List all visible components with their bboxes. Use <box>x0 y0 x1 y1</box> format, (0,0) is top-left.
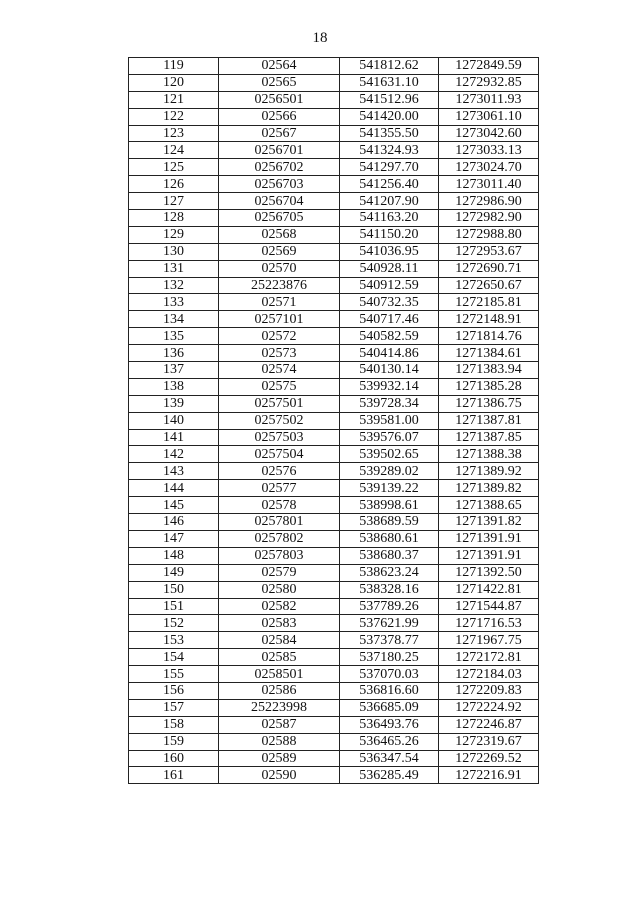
point-number-cell: 140 <box>129 412 219 429</box>
x-coordinate-cell: 539581.00 <box>340 412 439 429</box>
point-number-cell: 130 <box>129 243 219 260</box>
point-number-cell: 141 <box>129 429 219 446</box>
table-row <box>129 514 539 531</box>
table-row <box>129 530 539 547</box>
point-number-cell: 156 <box>129 682 219 699</box>
point-number-cell: 148 <box>129 547 219 564</box>
x-coordinate-cell: 541324.93 <box>340 142 439 159</box>
x-coordinate-cell: 539289.02 <box>340 463 439 480</box>
x-coordinate-cell: 536285.49 <box>340 767 439 784</box>
point-id-cell: 0257502 <box>219 412 340 429</box>
table-row <box>129 564 539 581</box>
table-row <box>129 716 539 733</box>
table-row <box>129 311 539 328</box>
point-id-cell: 0256703 <box>219 176 340 193</box>
point-number-cell: 145 <box>129 497 219 514</box>
point-number-cell: 129 <box>129 226 219 243</box>
point-number-cell: 128 <box>129 210 219 227</box>
point-number-cell: 120 <box>129 74 219 91</box>
point-id-cell: 02573 <box>219 345 340 362</box>
coordinates-table <box>128 57 539 784</box>
x-coordinate-cell: 541512.96 <box>340 91 439 108</box>
point-number-cell: 144 <box>129 480 219 497</box>
point-number-cell: 142 <box>129 446 219 463</box>
point-id-cell: 02571 <box>219 294 340 311</box>
y-coordinate-cell: 1272319.67 <box>439 733 539 750</box>
table-row <box>129 480 539 497</box>
point-id-cell: 0258501 <box>219 666 340 683</box>
x-coordinate-cell: 541207.90 <box>340 193 439 210</box>
x-coordinate-cell: 537180.25 <box>340 649 439 666</box>
y-coordinate-cell: 1271387.81 <box>439 412 539 429</box>
table-row <box>129 226 539 243</box>
point-id-cell: 02570 <box>219 260 340 277</box>
table-row <box>129 362 539 379</box>
point-id-cell: 02590 <box>219 767 340 784</box>
point-number-cell: 155 <box>129 666 219 683</box>
y-coordinate-cell: 1271386.75 <box>439 395 539 412</box>
point-number-cell: 137 <box>129 362 219 379</box>
table-row <box>129 767 539 784</box>
point-id-cell: 02580 <box>219 581 340 598</box>
table-row <box>129 108 539 125</box>
x-coordinate-cell: 541420.00 <box>340 108 439 125</box>
y-coordinate-cell: 1271388.38 <box>439 446 539 463</box>
y-coordinate-cell: 1272932.85 <box>439 74 539 91</box>
x-coordinate-cell: 536465.26 <box>340 733 439 750</box>
y-coordinate-cell: 1272269.52 <box>439 750 539 767</box>
y-coordinate-cell: 1271544.87 <box>439 598 539 615</box>
x-coordinate-cell: 540928.11 <box>340 260 439 277</box>
x-coordinate-cell: 536685.09 <box>340 699 439 716</box>
point-number-cell: 136 <box>129 345 219 362</box>
x-coordinate-cell: 539932.14 <box>340 378 439 395</box>
table-row <box>129 649 539 666</box>
x-coordinate-cell: 538680.37 <box>340 547 439 564</box>
x-coordinate-cell: 536347.54 <box>340 750 439 767</box>
point-id-cell: 02579 <box>219 564 340 581</box>
x-coordinate-cell: 537621.99 <box>340 615 439 632</box>
table-row <box>129 378 539 395</box>
y-coordinate-cell: 1271385.28 <box>439 378 539 395</box>
x-coordinate-cell: 537070.03 <box>340 666 439 683</box>
table-row <box>129 277 539 294</box>
y-coordinate-cell: 1271383.94 <box>439 362 539 379</box>
table-row <box>129 632 539 649</box>
x-coordinate-cell: 540732.35 <box>340 294 439 311</box>
point-number-cell: 122 <box>129 108 219 125</box>
table-row <box>129 615 539 632</box>
table-row <box>129 682 539 699</box>
point-number-cell: 152 <box>129 615 219 632</box>
point-number-cell: 133 <box>129 294 219 311</box>
point-id-cell: 0256701 <box>219 142 340 159</box>
table-row <box>129 58 539 75</box>
x-coordinate-cell: 536816.60 <box>340 682 439 699</box>
point-number-cell: 121 <box>129 91 219 108</box>
point-id-cell: 02585 <box>219 649 340 666</box>
point-id-cell: 0257803 <box>219 547 340 564</box>
x-coordinate-cell: 538689.59 <box>340 514 439 531</box>
y-coordinate-cell: 1271389.92 <box>439 463 539 480</box>
y-coordinate-cell: 1272849.59 <box>439 58 539 75</box>
table-row <box>129 497 539 514</box>
y-coordinate-cell: 1271391.91 <box>439 530 539 547</box>
y-coordinate-cell: 1271716.53 <box>439 615 539 632</box>
y-coordinate-cell: 1272184.03 <box>439 666 539 683</box>
y-coordinate-cell: 1271967.75 <box>439 632 539 649</box>
point-number-cell: 127 <box>129 193 219 210</box>
point-number-cell: 138 <box>129 378 219 395</box>
y-coordinate-cell: 1272216.91 <box>439 767 539 784</box>
point-number-cell: 146 <box>129 514 219 531</box>
y-coordinate-cell: 1271391.82 <box>439 514 539 531</box>
point-id-cell: 02575 <box>219 378 340 395</box>
point-number-cell: 149 <box>129 564 219 581</box>
table-row <box>129 91 539 108</box>
x-coordinate-cell: 537789.26 <box>340 598 439 615</box>
point-id-cell: 0257503 <box>219 429 340 446</box>
y-coordinate-cell: 1271389.82 <box>439 480 539 497</box>
table-row <box>129 210 539 227</box>
table-row <box>129 395 539 412</box>
point-number-cell: 126 <box>129 176 219 193</box>
table-row <box>129 446 539 463</box>
table-row <box>129 260 539 277</box>
point-number-cell: 161 <box>129 767 219 784</box>
point-id-cell: 0257501 <box>219 395 340 412</box>
table-row <box>129 328 539 345</box>
point-id-cell: 02564 <box>219 58 340 75</box>
table-row <box>129 176 539 193</box>
y-coordinate-cell: 1271422.81 <box>439 581 539 598</box>
x-coordinate-cell: 541256.40 <box>340 176 439 193</box>
y-coordinate-cell: 1271387.85 <box>439 429 539 446</box>
point-id-cell: 02577 <box>219 480 340 497</box>
point-id-cell: 02566 <box>219 108 340 125</box>
point-id-cell: 0256501 <box>219 91 340 108</box>
point-number-cell: 158 <box>129 716 219 733</box>
table-row <box>129 243 539 260</box>
y-coordinate-cell: 1272185.81 <box>439 294 539 311</box>
x-coordinate-cell: 539576.07 <box>340 429 439 446</box>
y-coordinate-cell: 1272650.67 <box>439 277 539 294</box>
point-id-cell: 0257802 <box>219 530 340 547</box>
y-coordinate-cell: 1272172.81 <box>439 649 539 666</box>
point-number-cell: 139 <box>129 395 219 412</box>
point-number-cell: 151 <box>129 598 219 615</box>
point-number-cell: 119 <box>129 58 219 75</box>
point-number-cell: 157 <box>129 699 219 716</box>
table-row <box>129 733 539 750</box>
y-coordinate-cell: 1273024.70 <box>439 159 539 176</box>
point-id-cell: 02576 <box>219 463 340 480</box>
point-number-cell: 124 <box>129 142 219 159</box>
x-coordinate-cell: 541297.70 <box>340 159 439 176</box>
table-row <box>129 345 539 362</box>
x-coordinate-cell: 539728.34 <box>340 395 439 412</box>
coordinates-table-body <box>129 58 539 784</box>
point-id-cell: 02569 <box>219 243 340 260</box>
point-id-cell: 0256704 <box>219 193 340 210</box>
point-id-cell: 0256705 <box>219 210 340 227</box>
table-row <box>129 125 539 142</box>
point-id-cell: 02574 <box>219 362 340 379</box>
x-coordinate-cell: 538998.61 <box>340 497 439 514</box>
x-coordinate-cell: 540130.14 <box>340 362 439 379</box>
x-coordinate-cell: 538328.16 <box>340 581 439 598</box>
y-coordinate-cell: 1273042.60 <box>439 125 539 142</box>
point-id-cell: 02582 <box>219 598 340 615</box>
point-id-cell: 02586 <box>219 682 340 699</box>
y-coordinate-cell: 1272224.92 <box>439 699 539 716</box>
y-coordinate-cell: 1271392.50 <box>439 564 539 581</box>
y-coordinate-cell: 1273011.40 <box>439 176 539 193</box>
x-coordinate-cell: 540717.46 <box>340 311 439 328</box>
point-number-cell: 135 <box>129 328 219 345</box>
x-coordinate-cell: 541036.95 <box>340 243 439 260</box>
point-number-cell: 143 <box>129 463 219 480</box>
point-id-cell: 02568 <box>219 226 340 243</box>
point-id-cell: 0257101 <box>219 311 340 328</box>
point-number-cell: 125 <box>129 159 219 176</box>
point-number-cell: 160 <box>129 750 219 767</box>
point-number-cell: 123 <box>129 125 219 142</box>
point-id-cell: 0257801 <box>219 514 340 531</box>
x-coordinate-cell: 538623.24 <box>340 564 439 581</box>
point-id-cell: 25223876 <box>219 277 340 294</box>
y-coordinate-cell: 1272988.80 <box>439 226 539 243</box>
x-coordinate-cell: 540582.59 <box>340 328 439 345</box>
y-coordinate-cell: 1272209.83 <box>439 682 539 699</box>
table-row <box>129 463 539 480</box>
table-row <box>129 159 539 176</box>
y-coordinate-cell: 1272148.91 <box>439 311 539 328</box>
x-coordinate-cell: 541150.20 <box>340 226 439 243</box>
table-row <box>129 547 539 564</box>
table-row <box>129 193 539 210</box>
y-coordinate-cell: 1272982.90 <box>439 210 539 227</box>
point-id-cell: 02583 <box>219 615 340 632</box>
table-row <box>129 429 539 446</box>
y-coordinate-cell: 1271388.65 <box>439 497 539 514</box>
table-row <box>129 699 539 716</box>
table-row <box>129 294 539 311</box>
point-id-cell: 02567 <box>219 125 340 142</box>
point-number-cell: 159 <box>129 733 219 750</box>
point-number-cell: 150 <box>129 581 219 598</box>
point-number-cell: 134 <box>129 311 219 328</box>
x-coordinate-cell: 540912.59 <box>340 277 439 294</box>
page-number: 18 <box>312 30 328 46</box>
point-id-cell: 02565 <box>219 74 340 91</box>
x-coordinate-cell: 540414.86 <box>340 345 439 362</box>
x-coordinate-cell: 541812.62 <box>340 58 439 75</box>
y-coordinate-cell: 1272986.90 <box>439 193 539 210</box>
table-row <box>129 412 539 429</box>
x-coordinate-cell: 539502.65 <box>340 446 439 463</box>
point-id-cell: 02572 <box>219 328 340 345</box>
y-coordinate-cell: 1271814.76 <box>439 328 539 345</box>
x-coordinate-cell: 541631.10 <box>340 74 439 91</box>
y-coordinate-cell: 1272246.87 <box>439 716 539 733</box>
x-coordinate-cell: 541355.50 <box>340 125 439 142</box>
point-id-cell: 02587 <box>219 716 340 733</box>
point-id-cell: 0257504 <box>219 446 340 463</box>
point-id-cell: 02589 <box>219 750 340 767</box>
y-coordinate-cell: 1273033.13 <box>439 142 539 159</box>
table-row <box>129 581 539 598</box>
table-row <box>129 750 539 767</box>
point-number-cell: 131 <box>129 260 219 277</box>
x-coordinate-cell: 539139.22 <box>340 480 439 497</box>
point-id-cell: 02588 <box>219 733 340 750</box>
x-coordinate-cell: 536493.76 <box>340 716 439 733</box>
y-coordinate-cell: 1272953.67 <box>439 243 539 260</box>
point-number-cell: 154 <box>129 649 219 666</box>
point-id-cell: 25223998 <box>219 699 340 716</box>
point-id-cell: 02578 <box>219 497 340 514</box>
table-row <box>129 142 539 159</box>
point-number-cell: 147 <box>129 530 219 547</box>
x-coordinate-cell: 537378.77 <box>340 632 439 649</box>
y-coordinate-cell: 1273011.93 <box>439 91 539 108</box>
table-row <box>129 598 539 615</box>
y-coordinate-cell: 1271391.91 <box>439 547 539 564</box>
point-id-cell: 0256702 <box>219 159 340 176</box>
point-id-cell: 02584 <box>219 632 340 649</box>
point-number-cell: 153 <box>129 632 219 649</box>
y-coordinate-cell: 1273061.10 <box>439 108 539 125</box>
table-row <box>129 74 539 91</box>
x-coordinate-cell: 538680.61 <box>340 530 439 547</box>
point-number-cell: 132 <box>129 277 219 294</box>
y-coordinate-cell: 1272690.71 <box>439 260 539 277</box>
y-coordinate-cell: 1271384.61 <box>439 345 539 362</box>
x-coordinate-cell: 541163.20 <box>340 210 439 227</box>
table-row <box>129 666 539 683</box>
